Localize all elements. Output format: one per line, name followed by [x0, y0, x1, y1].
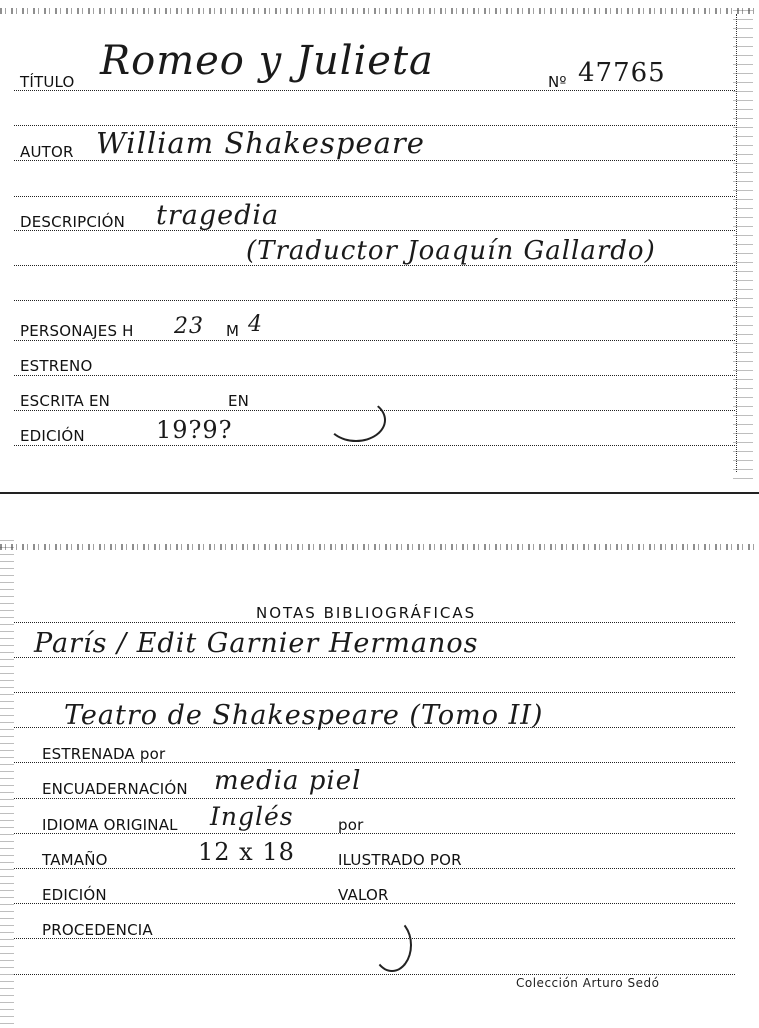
ruled-line	[14, 375, 735, 376]
tamano-label: TAMAÑO	[42, 851, 108, 869]
card-margin-rule	[736, 14, 737, 472]
note-line-2: Teatro de Shakespeare (Tomo II)	[64, 700, 544, 731]
notas-heading: NOTAS BIBLIOGRÁFICAS	[256, 604, 477, 622]
card-edge-speckle	[0, 544, 759, 550]
personajes-m-label: M	[226, 322, 240, 340]
ruled-line	[14, 340, 735, 341]
ink-smudge	[326, 398, 386, 442]
estreno-label: ESTRENO	[20, 357, 93, 375]
ruled-line	[14, 90, 735, 91]
personajes-m-value: 4	[248, 312, 263, 337]
card-edge-speckle	[0, 540, 14, 1028]
idioma-value: Inglés	[210, 802, 294, 831]
card-edge-speckle	[0, 8, 759, 14]
ruled-line	[14, 196, 735, 197]
ruled-line	[14, 445, 735, 446]
tamano-value: 12 x 18	[198, 838, 295, 866]
por-label: por	[338, 816, 364, 834]
personajes-h-label: PERSONAJES H	[20, 322, 134, 340]
autor-label: AUTOR	[20, 143, 74, 161]
descripcion-label: DESCRIPCIÓN	[20, 213, 126, 231]
numero-label: Nº	[548, 73, 567, 91]
valor-label: VALOR	[338, 886, 389, 904]
edicion-value: 19?9?	[156, 416, 233, 444]
estrenada-label: ESTRENADA por	[42, 745, 166, 763]
ruled-line	[14, 692, 735, 693]
note-line-1: París / Edit Garnier Hermanos	[34, 628, 479, 659]
edicion-label: EDICIÓN	[20, 427, 85, 445]
numero-value: 47765	[578, 58, 666, 88]
en-label: EN	[228, 392, 250, 410]
ruled-line	[14, 974, 735, 975]
descripcion-value: tragedia	[156, 200, 280, 231]
ink-smudge	[372, 918, 412, 972]
titulo-label: TÍTULO	[20, 73, 75, 91]
edicion-label: EDICIÓN	[42, 886, 107, 904]
idioma-label: IDIOMA ORIGINAL	[42, 816, 178, 834]
encuadernacion-value: media piel	[214, 766, 362, 796]
autor-value: William Shakespeare	[96, 126, 425, 160]
catalog-card-front	[0, 0, 759, 494]
encuadernacion-label: ENCUADERNACIÓN	[42, 780, 188, 798]
ilustrado-label: ILUSTRADO POR	[338, 851, 462, 869]
titulo-value: Romeo y Julieta	[100, 38, 434, 84]
ruled-line	[14, 798, 735, 799]
ruled-line	[14, 622, 735, 623]
escrita-en-label: ESCRITA EN	[20, 392, 111, 410]
ruled-line	[14, 300, 735, 301]
catalog-card-back	[0, 540, 759, 1028]
procedencia-label: PROCEDENCIA	[42, 921, 153, 939]
ruled-line	[14, 160, 735, 161]
descripcion-translator: (Traductor Joaquín Gallardo)	[246, 236, 656, 266]
personajes-h-value: 23	[174, 314, 204, 339]
collection-footer: Colección Arturo Sedó	[516, 976, 660, 990]
